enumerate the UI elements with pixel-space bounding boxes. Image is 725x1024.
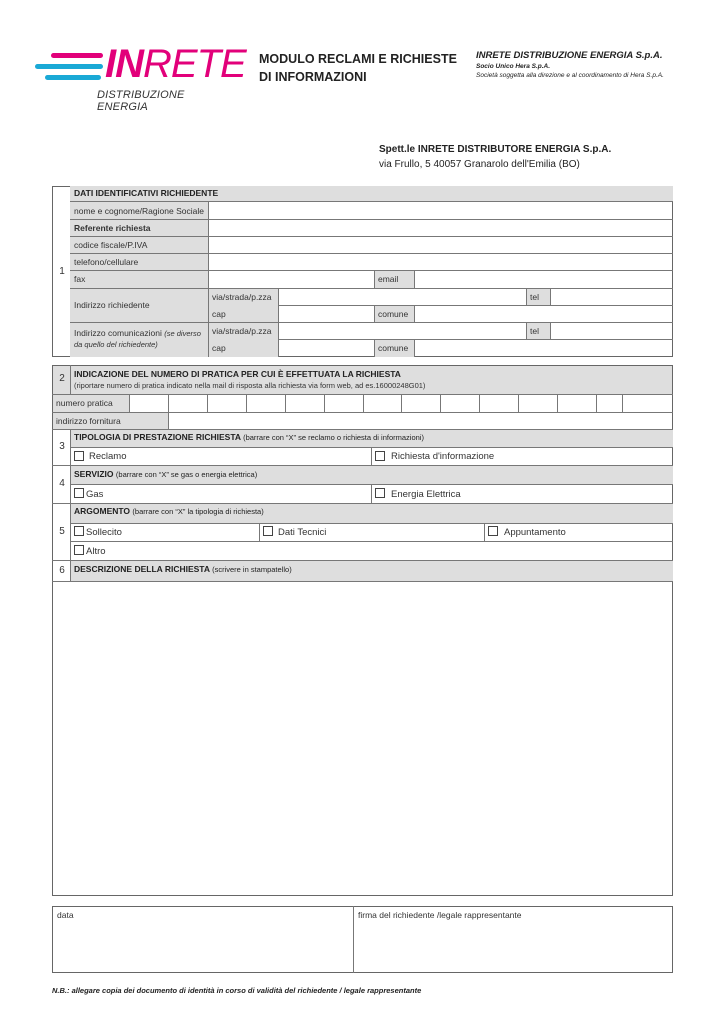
footnote: N.B.: allegare copia dei documento di identità in corso di validità del richiedente / legale rappresentante xyxy=(52,986,422,995)
section-2-number: 2 xyxy=(59,373,65,384)
logo-stripes-icon xyxy=(33,49,113,89)
info-request-label: Richiesta d'informazione xyxy=(391,451,495,462)
fiscal-code-label: codice fiscale/P.IVA xyxy=(74,240,148,250)
section-5-number: 5 xyxy=(59,526,65,537)
applicant-address-label: Indirizzo richiedente xyxy=(74,300,150,310)
comm-comune-field[interactable] xyxy=(415,340,672,356)
other-label: Altro xyxy=(86,546,106,557)
signature-label: firma del richiedente /legale rappresentante xyxy=(358,910,522,920)
email-field[interactable] xyxy=(415,271,672,287)
comune-label: comune xyxy=(378,309,409,319)
section-6-number: 6 xyxy=(59,565,65,576)
appointment-checkbox[interactable] xyxy=(488,526,498,536)
sollecito-checkbox[interactable] xyxy=(74,526,84,536)
comm-address-label: Indirizzo comunicazioni (se diverso da quello del richiedente) xyxy=(74,328,201,349)
other-checkbox[interactable] xyxy=(74,545,84,555)
section-5-title: ARGOMENTO (barrare con “X” la tipologia di richiesta) xyxy=(74,506,264,516)
electric-checkbox[interactable] xyxy=(375,488,385,498)
technical-data-label: Dati Tecnici xyxy=(278,527,327,538)
comm-tel-label: tel xyxy=(530,326,539,336)
comm-tel-field[interactable] xyxy=(551,323,672,338)
name-label: nome e cognome/Ragione Sociale xyxy=(74,206,204,216)
street-label: via/strada/p.zza xyxy=(212,292,272,302)
practice-number-label: numero pratica xyxy=(56,398,113,408)
company-sub2: Società soggetta alla direzione e al coordinamento di Hera S.p.A. xyxy=(476,72,664,79)
logo-wordmark: INRETE xyxy=(105,42,246,86)
company-info xyxy=(476,50,664,80)
section-3-title: TIPOLOGIA DI PRESTAZIONE RICHIESTA (barrare con “X” se reclamo o richiesta di informazioni) xyxy=(74,432,424,442)
practice-number-field[interactable] xyxy=(130,395,622,411)
reclamo-label: Reclamo xyxy=(89,451,127,462)
section-6-title: DESCRIZIONE DELLA RICHIESTA (scrivere in stampatello) xyxy=(74,564,292,574)
section-4-title: SERVIZIO (barrare con “X” se gas o energia elettrica) xyxy=(74,469,258,479)
signature-field[interactable] xyxy=(354,922,672,972)
appointment-label: Appuntamento xyxy=(504,527,566,538)
description-field[interactable] xyxy=(53,582,672,895)
referente-label: Referente richiesta xyxy=(74,223,151,233)
section-2-title: INDICAZIONE DEL NUMERO DI PRATICA PER CUI È EFFETTUATA LA RICHIESTA xyxy=(74,369,401,379)
comm-cap-label: cap xyxy=(212,343,226,353)
supply-address-field[interactable] xyxy=(169,413,672,428)
electric-label: Energia Elettrica xyxy=(391,489,461,500)
gas-label: Gas xyxy=(86,489,104,500)
phone-field[interactable] xyxy=(209,254,672,269)
sollecito-label: Sollecito xyxy=(86,527,122,538)
company-name: INRETE DISTRIBUZIONE ENERGIA S.p.A. xyxy=(476,50,663,61)
referente-field[interactable] xyxy=(209,220,672,235)
comm-cap-field[interactable] xyxy=(279,340,373,356)
company-sub1: Socio Unico Hera S.p.A. xyxy=(476,63,551,70)
comm-street-label: via/strada/p.zza xyxy=(212,326,272,336)
logo-subtitle: DISTRIBUZIONE ENERGIA xyxy=(97,89,185,113)
fax-label: fax xyxy=(74,274,86,284)
reclamo-checkbox[interactable] xyxy=(74,451,84,461)
street-field[interactable] xyxy=(279,289,525,304)
info-request-checkbox[interactable] xyxy=(375,451,385,461)
email-label: email xyxy=(378,274,399,284)
inrete-logo xyxy=(33,42,246,113)
technical-data-checkbox[interactable] xyxy=(263,526,273,536)
comune-field[interactable] xyxy=(415,306,672,321)
section-1-number: 1 xyxy=(59,266,65,277)
fax-field[interactable] xyxy=(209,271,373,287)
section-4-number: 4 xyxy=(59,478,65,489)
comm-street-field[interactable] xyxy=(279,323,525,338)
fiscal-code-field[interactable] xyxy=(209,237,672,252)
section-3-number: 3 xyxy=(59,441,65,452)
date-field[interactable] xyxy=(53,922,352,972)
cap-label: cap xyxy=(212,309,226,319)
supply-address-label: indirizzo fornitura xyxy=(56,416,121,426)
name-field[interactable] xyxy=(209,203,672,218)
cap-field[interactable] xyxy=(279,306,373,321)
document-title: MODULO RECLAMI E RICHIESTE DI INFORMAZIONI xyxy=(259,52,457,84)
phone-label: telefono/cellulare xyxy=(74,257,139,267)
tel-label: tel xyxy=(530,292,539,302)
recipient-address: Spett.le INRETE DISTRIBUTORE ENERGIA S.p.A. via Frullo, 5 40057 Granarolo dell'Emilia (BO) xyxy=(379,144,612,170)
date-label: data xyxy=(57,910,74,920)
section-1-title: DATI IDENTIFICATIVI RICHIEDENTE xyxy=(74,188,219,198)
gas-checkbox[interactable] xyxy=(74,488,84,498)
section-2-note: (riportare numero di pratica indicato nella mail di risposta alla richiesta via form web, ad es.16000248G01) xyxy=(74,381,426,390)
tel-field[interactable] xyxy=(551,289,672,304)
comm-comune-label: comune xyxy=(378,343,409,353)
